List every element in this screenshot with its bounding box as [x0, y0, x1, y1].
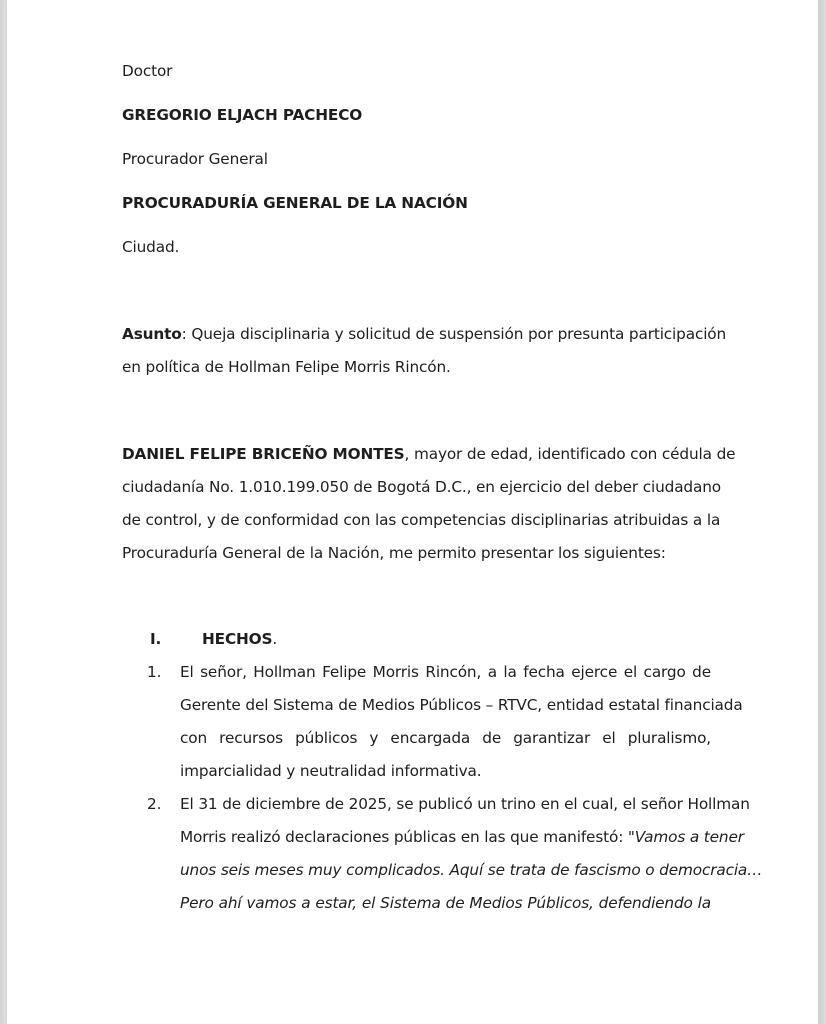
addressee-title: Doctor [122, 62, 173, 80]
item-1-line-4: imparcialidad y neutralidad informativa. [180, 762, 482, 780]
intro-line-2: ciudadanía No. 1.010.199.050 de Bogotá D.C., en ejercicio del deber ciudadano [122, 478, 721, 496]
item-2-line-1: El 31 de diciembre de 2025, se publicó un trino en el cual, el señor Hollman [180, 795, 750, 813]
section-title-suffix: . [272, 630, 278, 648]
intro-line-4: Procuraduría General de la Nación, me permito presentar los siguientes: [122, 544, 666, 562]
complainant-name: DANIEL FELIPE BRICEÑO MONTES [122, 445, 405, 463]
section-title: HECHOS [202, 630, 273, 648]
item-1-line-3: con recursos públicos y encargada de garantizar el pluralismo, [180, 729, 711, 747]
section-number: I. [150, 630, 162, 648]
item-2-line-2 [180, 828, 744, 846]
subject-label: Asunto [122, 325, 182, 343]
item-2-line-3: unos seis meses muy complicados. Aquí se trata de fascismo o democracia… [180, 861, 763, 879]
addressee-institution: PROCURADURÍA GENERAL DE LA NACIÓN [122, 194, 468, 212]
subject-line-1 [122, 325, 727, 343]
page-gutter [818, 0, 826, 1024]
list-item-number: 2. [147, 795, 162, 813]
item-1-line-1: El señor, Hollman Felipe Morris Rincón, a la fecha ejerce el cargo de [180, 663, 711, 681]
document-page [7, 0, 818, 1024]
addressee-city: Ciudad. [122, 238, 180, 256]
subject-line-2: en política de Hollman Felipe Morris Rincón. [122, 358, 451, 376]
section-heading [202, 630, 277, 648]
subject-text: : Queja disciplinaria y solicitud de suspensión por presunta participación [181, 325, 727, 343]
quote-start: Vamos a tener [634, 828, 744, 846]
intro-line-1 [122, 445, 736, 463]
intro-line-1-text: , mayor de edad, identificado con cédula de [404, 445, 736, 463]
addressee-position: Procurador General [122, 150, 268, 168]
addressee-name: GREGORIO ELJACH PACHECO [122, 106, 363, 124]
item-1-line-2: Gerente del Sistema de Medios Públicos – RTVC, entidad estatal financiada [180, 696, 743, 714]
item-2-line-4: Pero ahí vamos a estar, el Sistema de Medios Públicos, defendiendo la [180, 894, 711, 912]
list-item-number: 1. [147, 663, 162, 681]
intro-line-3: de control, y de conformidad con las competencias disciplinarias atribuidas a la [122, 511, 721, 529]
item-2-line-2-plain: Morris realizó declaraciones públicas en las que manifestó: " [180, 828, 635, 846]
